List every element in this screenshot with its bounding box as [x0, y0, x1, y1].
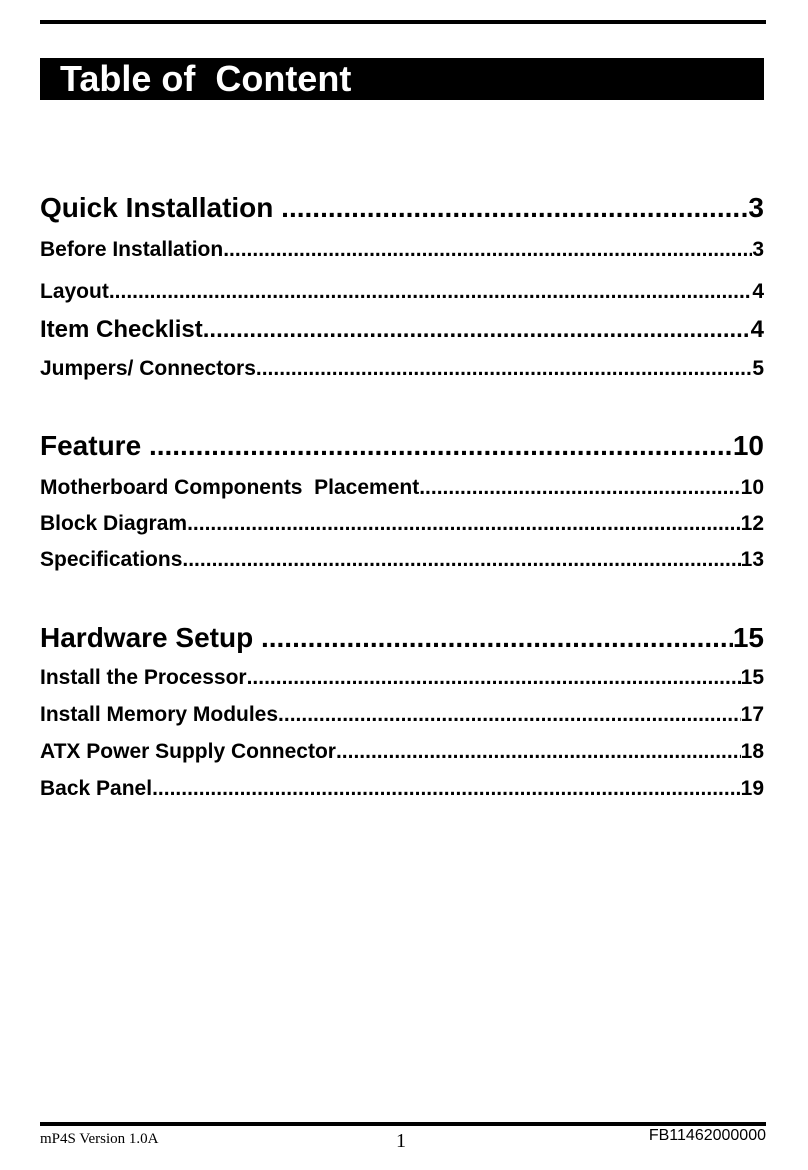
toc-entry-title: Specifications [40, 548, 183, 571]
dot-leader [182, 548, 740, 572]
dot-leader [256, 357, 752, 381]
toc-item-layout[interactable] [40, 280, 764, 304]
toc-page-number: 19 [740, 777, 764, 800]
toc-page-number: 4 [752, 280, 764, 303]
toc-page-number: 15 [740, 666, 764, 689]
toc-item-install-the-processor[interactable] [40, 666, 764, 690]
toc-entry-title: Motherboard Components Placement [40, 476, 420, 499]
toc-item-specifications[interactable] [40, 548, 764, 572]
toc-item-item-checklist[interactable] [40, 316, 764, 344]
toc-page-number: 4 [750, 316, 764, 343]
footer-page-number: 1 [396, 1130, 406, 1152]
toc-page-number: .3 [740, 192, 764, 223]
toc-page-number: 5 [752, 357, 764, 380]
dot-leader [203, 316, 751, 344]
dot-leader [152, 777, 741, 801]
toc-item-back-panel[interactable] [40, 777, 764, 801]
dot-leader [281, 192, 740, 224]
toc-section-quick-installation[interactable] [40, 192, 764, 224]
toc-page-number: 10 [740, 476, 764, 499]
toc-item-block-diagram[interactable] [40, 512, 764, 536]
toc-entry-title: Quick Installation [40, 192, 282, 223]
toc-entry-title: Before Installation [40, 238, 224, 261]
toc-entry-title: Feature [40, 430, 149, 461]
dot-leader [187, 512, 741, 536]
footer-version: mP4S Version 1.0A [40, 1131, 159, 1147]
toc-section-hardware-setup[interactable] [40, 622, 764, 654]
dot-leader [419, 476, 740, 500]
toc-entry-title: Hardware Setup [40, 622, 261, 653]
toc-entry-title: Layout [40, 280, 109, 303]
footer-doc-code: FB11462000000 [648, 1127, 766, 1144]
toc-entry-title: Back Panel [40, 777, 153, 800]
toc-page-number: 12 [740, 512, 764, 535]
toc-item-motherboard-components-placement[interactable] [40, 476, 764, 500]
toc-entry-title: Item Checklist [40, 316, 203, 343]
toc-entry-title: Block Diagram [40, 512, 188, 535]
dot-leader [247, 666, 741, 690]
toc-page-number: 3 [752, 238, 764, 261]
toc-item-atx-power-supply-connector[interactable] [40, 740, 764, 764]
toc-item-before-installation[interactable] [40, 238, 764, 262]
dot-leader [278, 703, 741, 727]
toc-page-number: 10 [732, 430, 764, 461]
dot-leader [149, 430, 733, 462]
dot-leader [261, 622, 733, 654]
toc-page-number: 15 [732, 622, 764, 653]
bottom-rule [40, 1122, 766, 1126]
top-rule [40, 20, 766, 24]
toc-page-number: 18 [740, 740, 764, 763]
toc-page-number: 13 [740, 548, 764, 571]
toc-page-number: 17 [740, 703, 764, 726]
toc-section-feature[interactable] [40, 430, 764, 462]
toc-item-install-memory-modules[interactable] [40, 703, 764, 727]
dot-leader [336, 740, 741, 764]
toc-entry-title: Jumpers/ Connectors [40, 357, 256, 380]
toc-entry-title: Install Memory Modules [40, 703, 279, 726]
title-bar [40, 58, 764, 100]
toc-item-jumpers-connectors[interactable] [40, 357, 764, 381]
page-title: Table of Content [60, 58, 352, 99]
dot-leader [109, 280, 752, 304]
dot-leader [223, 238, 752, 262]
toc-entry-title: Install the Processor [40, 666, 247, 689]
toc-entry-title: ATX Power Supply Connector [40, 740, 336, 763]
